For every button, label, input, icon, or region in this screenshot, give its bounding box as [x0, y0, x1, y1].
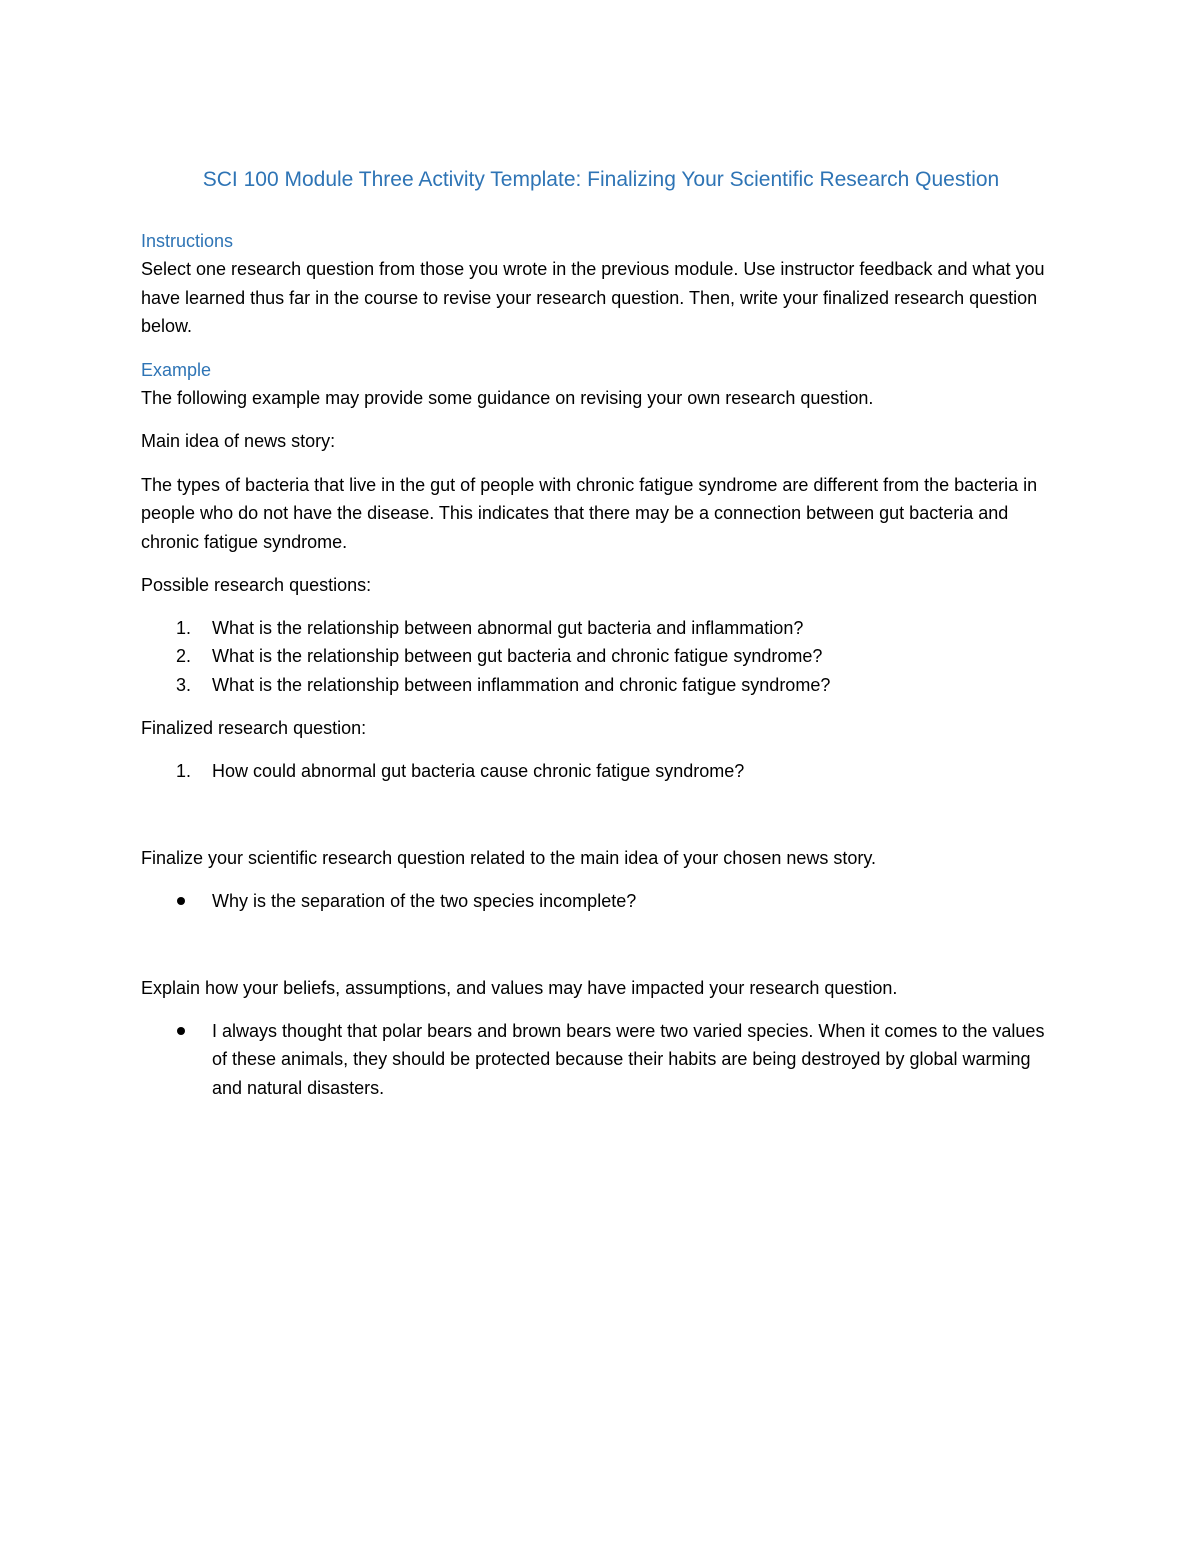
finalized-question-label: Finalized research question: — [141, 718, 367, 738]
example-heading: Example — [141, 359, 212, 380]
list-number: 1. — [176, 617, 192, 638]
list-number: 3. — [176, 674, 192, 695]
list-item — [141, 1017, 1061, 1103]
main-idea-label: Main idea of news story: — [141, 431, 336, 451]
instructions-text: Select one research question from those you wrote in the previous module. Use instructor feedback and what you have learned thus far in the course to revise your research question. Then, write your finalized research question below. — [141, 259, 1045, 336]
list-item-text: What is the relationship between gut bacteria and chronic fatigue syndrome? — [212, 646, 823, 666]
possible-questions-list — [141, 614, 1061, 700]
bullet-icon — [177, 1027, 185, 1035]
finalized-question-list — [141, 757, 1061, 786]
list-item — [141, 757, 1061, 786]
finalize-answer-list — [141, 887, 1061, 916]
example-intro: The following example may provide some guidance on revising your own research question. — [141, 387, 874, 408]
spacer — [141, 800, 1061, 844]
list-item — [141, 671, 1061, 700]
possible-questions-label: Possible research questions: — [141, 575, 372, 595]
beliefs-prompt: Explain how your beliefs, assumptions, and values may have impacted your research question. — [141, 978, 898, 998]
list-item-text: How could abnormal gut bacteria cause chronic fatigue syndrome? — [212, 760, 745, 781]
list-item — [141, 642, 1061, 671]
list-item-text: What is the relationship between inflammation and chronic fatigue syndrome? — [212, 674, 831, 695]
list-item — [141, 614, 1061, 643]
list-item — [141, 887, 1061, 916]
main-idea-text: The types of bacteria that live in the gut of people with chronic fatigue syndrome are different from the bacteria in people who do not have the disease. This indicates that there may be a connection between gut bacteria and chronic fatigue syndrome. — [141, 474, 1038, 552]
instructions-heading: Instructions — [141, 231, 234, 251]
spacer — [141, 930, 1061, 974]
bullet-icon — [177, 897, 185, 905]
beliefs-answer-list — [141, 1017, 1061, 1103]
list-number: 1. — [176, 760, 192, 781]
list-item-text: What is the relationship between abnormal gut bacteria and inflammation? — [212, 617, 804, 638]
document-body — [141, 165, 1061, 1117]
beliefs-answer[interactable]: I always thought that polar bears and brown bears were two varied species. When it comes to the values of these animals, they should be protected because their habits are being destroyed by global warming and natural disasters. — [212, 1020, 1045, 1098]
list-number: 2. — [176, 646, 192, 666]
finalize-prompt: Finalize your scientific research question related to the main idea of your chosen news story. — [141, 848, 877, 868]
page-title: SCI 100 Module Three Activity Template: Finalizing Your Scientific Research Question — [202, 168, 1000, 191]
finalize-answer[interactable]: Why is the separation of the two species incomplete? — [212, 890, 637, 911]
